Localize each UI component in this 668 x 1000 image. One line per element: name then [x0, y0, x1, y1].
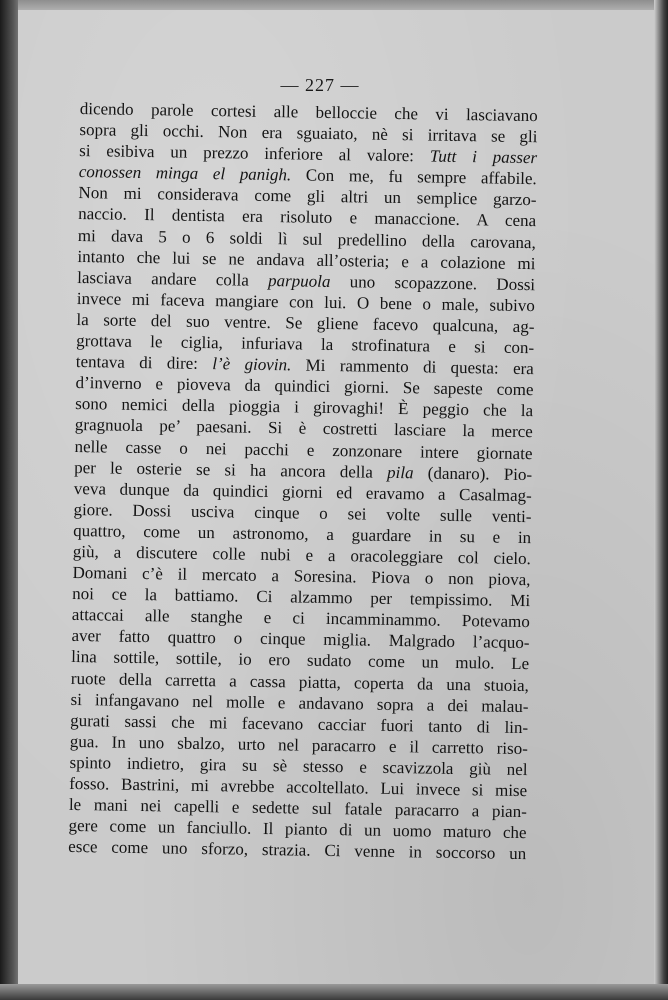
text-run: naccio. Il dentista era risoluto e manaccione. A cena	[78, 204, 537, 231]
right-edge	[654, 0, 668, 1000]
text-run: lina sottile, sottile, io ero sudato come un mulo. Le	[71, 647, 530, 674]
text-run: Con me, fu sempre affabile.	[291, 165, 537, 189]
text-run: le mani nei capelli e sedette sul fatale paracarro a pian-	[68, 795, 527, 822]
text-run: giore. Dossi usciva cinque o sei volte sulle venti-	[73, 499, 532, 526]
text-run: mi dava 5 o 6 soldi lì sul predellino della carovana,	[77, 225, 536, 252]
italic-text: parpuola	[267, 270, 331, 291]
page-number: — 227 —	[280, 75, 360, 95]
text-run: quattro, come un astronomo, a guardare in su e in	[73, 520, 532, 548]
text-run: Domani c’è il mercato a Soresina. Piova o non piova,	[72, 563, 531, 590]
bottom-edge	[0, 984, 668, 1000]
text-run: si esibiva un prezzo inferiore al valore:	[79, 141, 430, 166]
text-run: uno scopazzone. Dossi	[330, 271, 536, 294]
italic-text: Tutt i passer	[429, 146, 538, 168]
italic-text: l’è giovin.	[212, 354, 292, 375]
text-run: la sorte del suo ventre. Se gliene facevo qualcuna, ag-	[76, 309, 535, 337]
text-run: (danaro). Pio-	[413, 462, 533, 484]
text-run: Non mi considerava come gli altri un semplice garzo-	[78, 183, 537, 210]
text-run: aver fatto quattro o cinque miglia. Malgrado l’acquo-	[71, 626, 530, 653]
text-run: nelle casse o nei pacchi e zonzonare intere giornate	[74, 436, 533, 463]
text-run: lasciava andare colla	[77, 267, 269, 290]
text-run: attaccai alle stanghe e ci incamminammo. Potevamo	[71, 605, 530, 632]
text-run: grottava le ciglia, infuriava la strofinatura e si con-	[76, 331, 535, 358]
text-run: noi ce la battiamo. Ci alzammo per tempissimo. Mi	[72, 584, 531, 611]
italic-text: conossen minga el panigh.	[78, 162, 292, 185]
text-run: intanto che lui se ne andava all’osteria; e a colazione mi	[77, 246, 536, 273]
text-run: dicendo parole cortesi alle belloccie che vi lasciavano	[79, 98, 538, 126]
text-run: d’inverno e pioveva da quindici giorni. Se sapeste come	[75, 373, 534, 400]
text-run: spinto indietro, gira su sè stesso e scavizzola giù nel	[69, 752, 528, 780]
text-run: gurati sassi che mi facevano cacciar fuori tanto di lin-	[70, 710, 529, 737]
text-run: per le osterie se si ha ancora della	[74, 457, 388, 482]
body-text	[68, 98, 538, 864]
text-run: gragnuola pe’ paesani. Si è costretti lasciare la merce	[74, 415, 533, 442]
text-run: invece mi faceva mangiare con lui. O bene o male, subivo	[76, 288, 535, 316]
text-run: fosso. Bastrini, mi avrebbe accoltellato. Lui invece si mise	[69, 773, 528, 801]
text-run: veva dunque da quindici giorni ed eravamo a Casalmag-	[73, 478, 532, 505]
text-run: sono nemici della pioggia i girovaghi! È peggio che la	[75, 394, 534, 421]
text-run: giù, a discutere colle nubi e a oracoleggiare col cielo.	[72, 541, 531, 569]
text-run: sopra gli occhi. Non era sguaiato, nè si irritava se gli	[79, 120, 538, 147]
text-run: gere come un fanciullo. Il pianto di un uomo maturo che	[68, 816, 527, 843]
italic-text: pila	[386, 462, 414, 482]
text-run: si infangavano nel molle e andavano sopra a dei malau-	[70, 689, 529, 716]
text-run: esce come uno sforzo, strazia. Ci venne in soccorso un	[68, 837, 527, 864]
text-run: tentava di dire:	[75, 352, 213, 374]
text-run: gua. In uno sbalzo, urto nel paracarro e il carretto riso-	[69, 731, 528, 758]
text-run: Mi rammento di questa: era	[291, 355, 534, 379]
text-run: ruote della carretta a cassa piatta, coperta da una stuoia,	[70, 668, 529, 695]
